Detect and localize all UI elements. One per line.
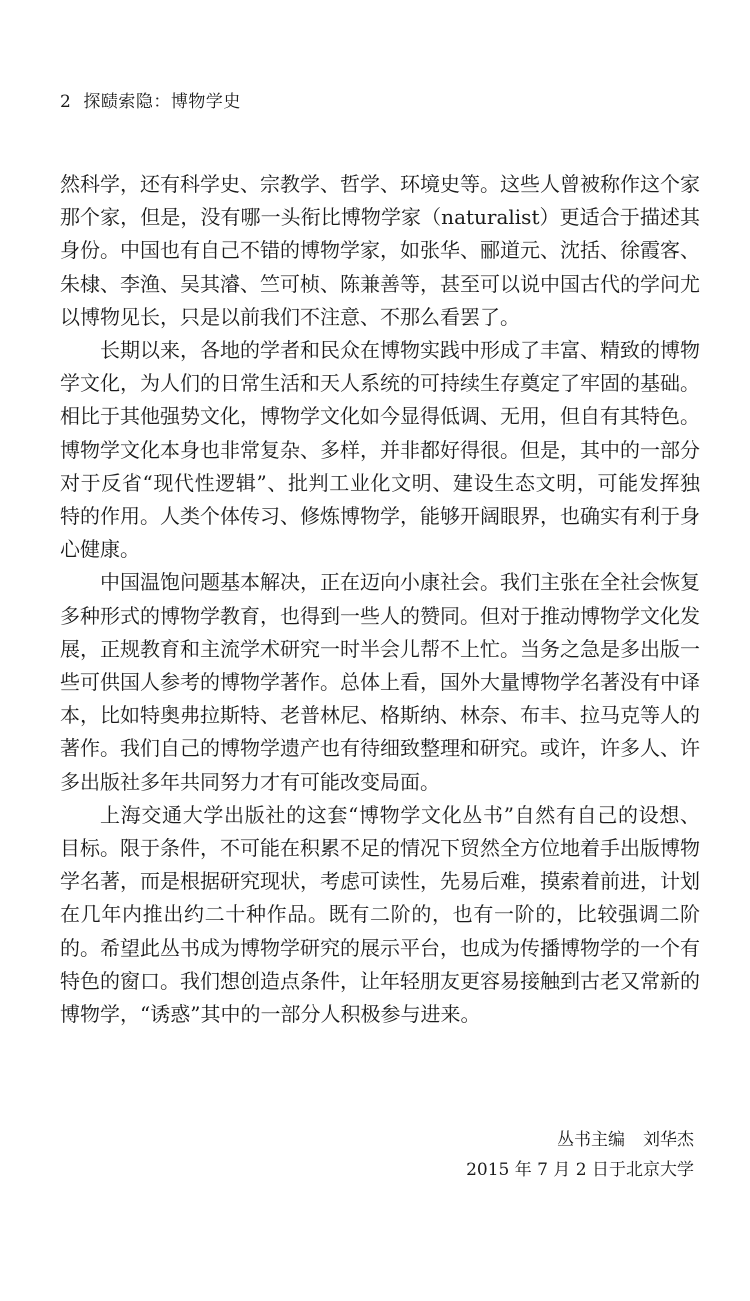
body-text [60,168,700,1031]
signature-editor-line [466,1125,694,1155]
signature-date: 2015 年 7 月 2 日于北京大学 [466,1160,694,1180]
signature-block [466,1125,694,1185]
paragraph: 长期以来，各地的学者和民众在博物实践中形成了丰富、精致的博物学文化，为人们的日常生活和天人系统的可持续生存奠定了牢固的基础。相比于其他强势文化，博物学文化如今显得低调、无用，但自有其特色。博物学文化本身也非常复杂、多样，并非都好得很。但是，其中的一部分对于反省“现代性逻辑”、批判工业化文明、建设生态文明，可能发挥独特的作用。人类个体传习、修炼博物学，能够开阔眼界，也确实有利于身心健康。 [60,338,700,562]
editor-name: 刘华杰 [643,1130,694,1150]
editor-role: 丛书主编 [557,1130,625,1150]
paragraph: 上海交通大学出版社的这套“博物学文化丛书”自然有自己的设想、目标。限于条件，不可能在积累不足的情况下贸然全方位地着手出版博物学名著，而是根据研究现状，考虑可读性，先易后难，摸索着前进，计划在几年内推出约二十种作品。既有二阶的，也有一阶的，比较强调二阶的。希望此丛书成为博物学研究的展示平台，也成为传播博物学的一个有特色的窗口。我们想创造点条件，让年轻朋友更容易接触到古老又常新的博物学，“诱惑”其中的一部分人积极参与进来。 [60,802,700,1027]
paragraph: 中国温饱问题基本解决，正在迈向小康社会。我们主张在全社会恢复多种形式的博物学教育，也得到一些人的赞同。但对于推动博物学文化发展，正规教育和主流学术研究一时半会儿帮不上忙。当务之急是多出版一些可供国人参考的博物学著作。总体上看，国外大量博物学名著没有中译本，比如特奥弗拉斯特、老普林尼、格斯纳、林奈、布丰、拉马克等人的著作。我们自己的博物学遗产也有待细致整理和研究。或许，许多人、许多出版社多年共同努力才有可能改变局面。 [60,570,700,794]
paragraph-continued: 然科学，还有科学史、宗教学、哲学、环境史等。这些人曾被称作这个家那个家，但是，没有哪一头衔比博物学家（naturalist）更适合于描述其身份。中国也有自己不错的博物学家，如张华、郦道元、沈括、徐霞客、朱棣、李渔、吴其濬、竺可桢、陈兼善等，甚至可以说中国古代的学问尤以博物见长，只是以前我们不注意、不那么看罢了。 [60,172,700,329]
running-head [60,90,241,114]
book-title: 探赜索隐：博物学史 [83,92,241,112]
page-number: 2 [60,92,72,112]
